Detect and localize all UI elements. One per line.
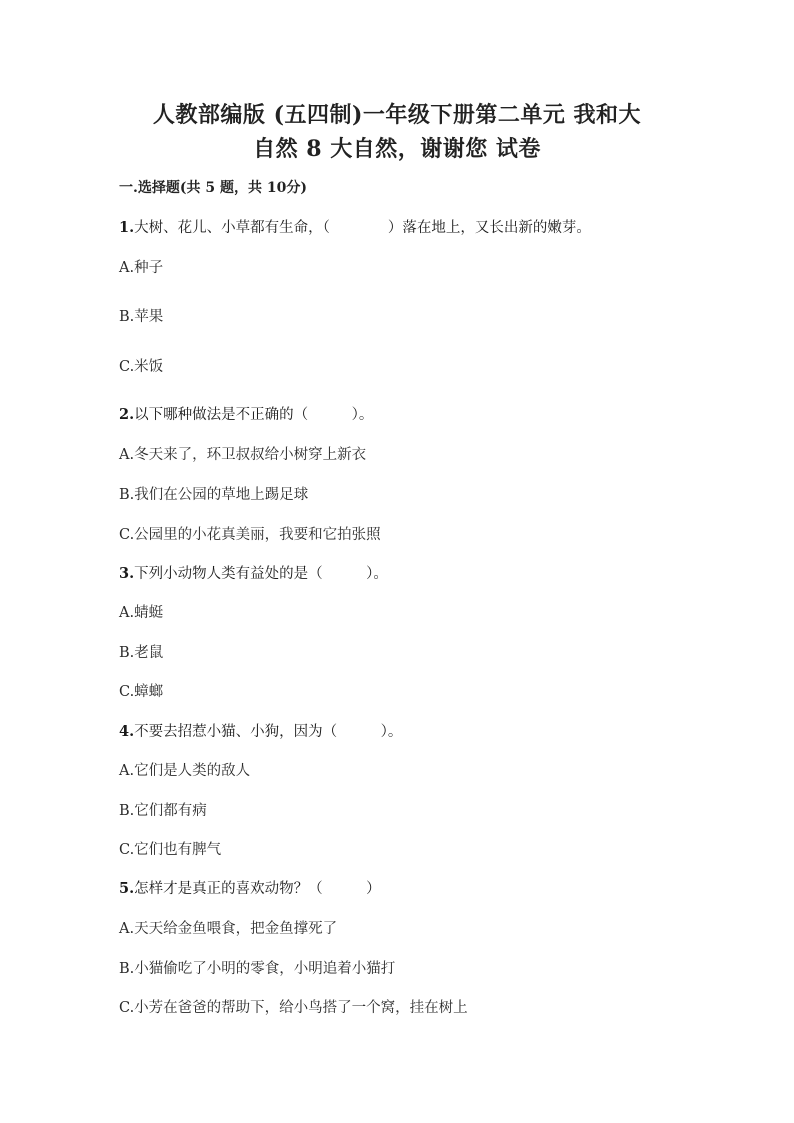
question-3-option-c[interactable]: C.蟑螂 [119, 684, 164, 700]
question-text: 怎样才是真正的喜欢动物？（ ） [134, 881, 381, 897]
question-1-option-c[interactable]: C.米饭 [119, 359, 164, 375]
question-text: 以下哪种做法是不正确的（ ）。 [134, 407, 374, 423]
question-number: 1. [119, 219, 135, 236]
question-2-option-b[interactable]: B.我们在公园的草地上踢足球 [119, 487, 309, 503]
question-text: 下列小动物人类有益处的是（ ）。 [134, 566, 388, 582]
question-4-option-b[interactable]: B.它们都有病 [119, 803, 207, 819]
question-number: 5. [119, 880, 135, 897]
question-2 [119, 405, 373, 425]
question-4 [119, 722, 402, 742]
question-3-option-b[interactable]: B.老鼠 [119, 645, 164, 661]
question-5-option-b[interactable]: B.小猫偷吃了小明的零食，小明追着小猫打 [119, 961, 396, 977]
question-number: 4. [119, 723, 135, 740]
question-5-option-c[interactable]: C.小芳在爸爸的帮助下，给小鸟搭了一个窝，挂在树上 [119, 1000, 468, 1016]
question-1 [119, 218, 591, 238]
section-heading: 一.选择题(共 5 题，共 10分) [119, 180, 307, 196]
question-4-option-a[interactable]: A.它们是人类的敌人 [119, 763, 251, 779]
question-1-option-b[interactable]: B.苹果 [119, 309, 164, 325]
question-5-option-a[interactable]: A.天天给金鱼喂食，把金鱼撑死了 [119, 921, 338, 937]
question-2-option-a[interactable]: A.冬天来了，环卫叔叔给小树穿上新衣 [119, 447, 367, 463]
document-title-line-1: 人教部编版 (五四制)一年级下册第二单元 我和大 [152, 102, 642, 128]
question-2-option-c[interactable]: C.公园里的小花真美丽，我要和它拍张照 [119, 527, 381, 543]
question-1-option-a[interactable]: A.种子 [119, 260, 164, 276]
question-number: 2. [119, 406, 135, 423]
question-number: 3. [119, 565, 135, 582]
document-title-line-2: 自然 8 大自然，谢谢您 试卷 [253, 136, 541, 162]
question-5 [119, 879, 381, 899]
question-4-option-c[interactable]: C.它们也有脾气 [119, 842, 222, 858]
question-text: 大树、花儿、小草都有生命，（ ）落在地上，又长出新的嫩芽。 [134, 220, 591, 236]
question-3-option-a[interactable]: A.蜻蜓 [119, 605, 164, 621]
question-text: 不要去招惹小猫、小狗，因为（ ）。 [134, 724, 403, 740]
question-3 [119, 564, 388, 584]
